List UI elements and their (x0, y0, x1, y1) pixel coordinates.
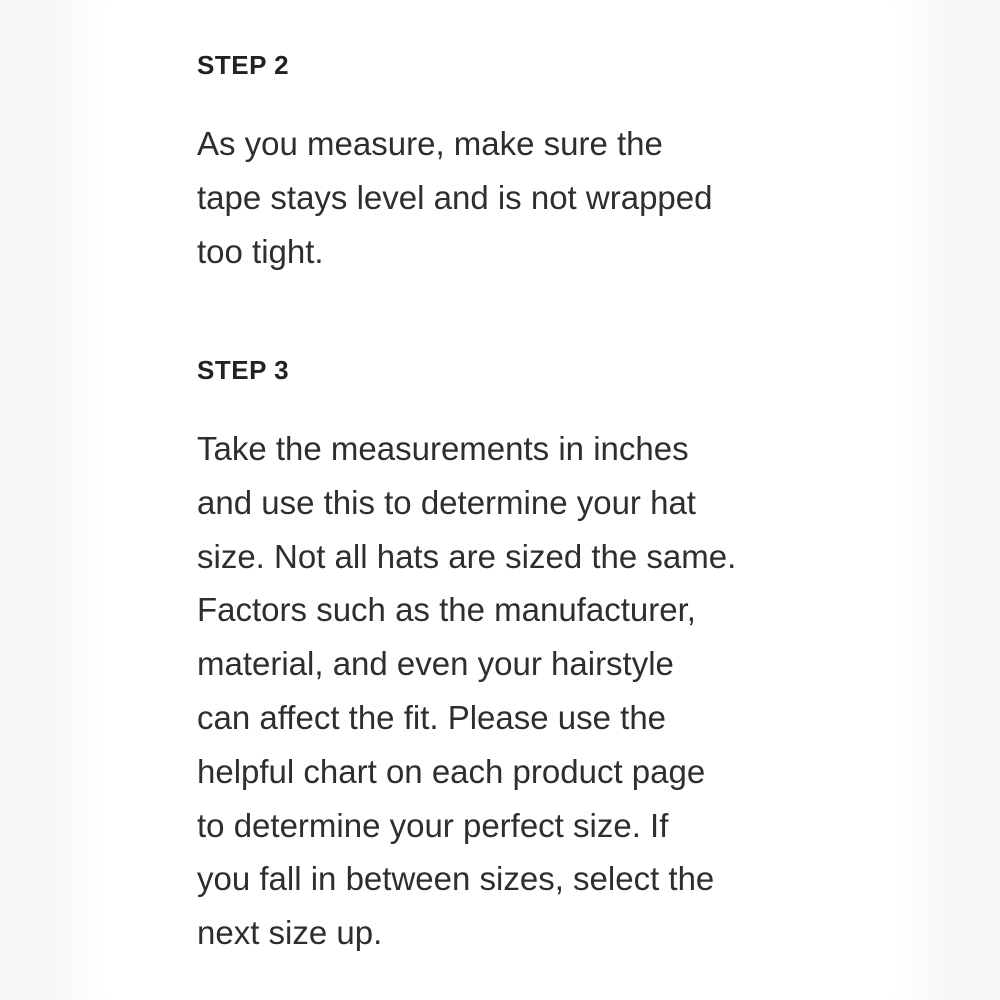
step-3-heading: STEP 3 (197, 355, 290, 385)
step-3-text-line: material, and even your hairstyle (197, 645, 674, 683)
step-2-text-line: tape stays level and is not wrapped (197, 178, 713, 216)
step-2-text-line: As you measure, make sure the (197, 125, 663, 162)
step-3-text (197, 422, 817, 960)
step-3-text-line: next size up. (197, 914, 383, 952)
step-3-text-line: helpful chart on each product page (197, 752, 706, 790)
step-2-text-line: too tight. (197, 232, 324, 270)
step-3-text-line: you fall in between sizes, select the (197, 860, 715, 898)
step-3-text-line: can affect the fit. Please use the (197, 698, 667, 736)
step-3-text-line: size. Not all hats are sized the same. (197, 537, 737, 575)
step-3-text-line: Take the measurements in inches (197, 430, 689, 467)
step-2-text (197, 117, 817, 278)
step-3-text-line: to determine your perfect size. If (197, 806, 669, 844)
step-3-text-line: and use this to determine your hat (197, 483, 696, 521)
step-2-heading: STEP 2 (197, 50, 290, 80)
step-3-text-line: Factors such as the manufacturer, (197, 591, 696, 629)
